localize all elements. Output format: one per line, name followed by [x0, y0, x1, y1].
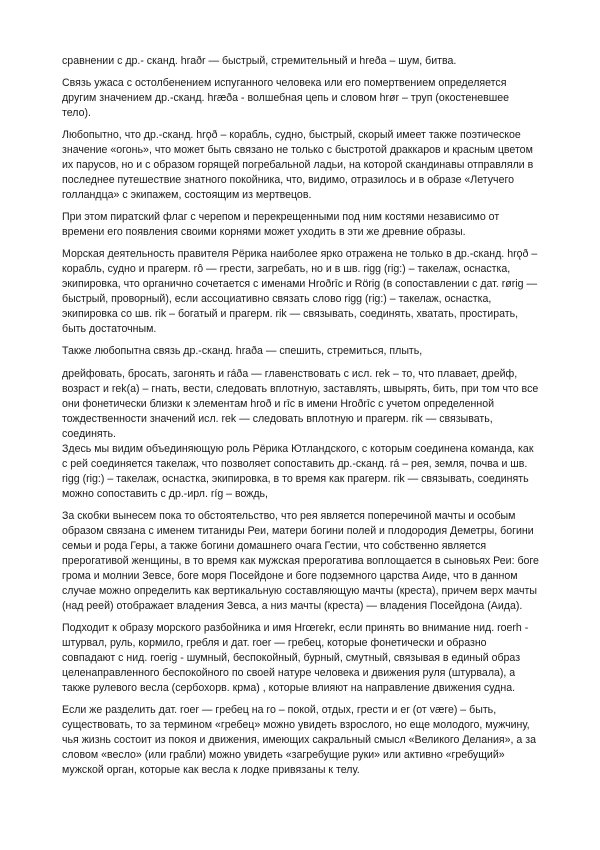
paragraph-pirate-flag: При этом пиратский флаг с черепом и перекрещенными под ним костями независимо от времени его появления своими корнями может уходить в эти же древние образы.	[62, 211, 500, 238]
paragraph-hrod-ship: Любопытно, что др.-сканд. hrǫð – корабль, судно, быстрый, скорый имеет также поэтическое значение «огонь», что может быть связано не только с быстротой драккаров и красным цветом их парусов, но и с образом горящей погребальной ладьи, на которой скандинавы отправляли в последнее путешествие знатного покойника, что, видимо, отразилось и в образе «Летучего голландца» с экипажем, состоящим из мертвецов.	[62, 129, 534, 201]
paragraph-drift: дрейфовать, бросать, загонять и ráða — главенствовать с исл. rek – то, что плавает, дрейф, возраст и rek(a) – гнать, вести, следовать вплотную, заставлять, швырять, бить, при том что все они фонетически близки к элементам hroð и rīc в имени Hroðrīc с учетом определенной тождественности значений исл. rek — следовать вплотную и прагерм. rik — связывать, соединять.	[62, 368, 539, 440]
paragraph-hradr: сравнении с др.- сканд. hraðr — быстрый, стремительный и hreða – шум, битва.	[62, 55, 457, 67]
paragraph-hrada-link: Также любопытна связь др.-сканд. hraða — спешить, стремиться, плыть,	[62, 345, 423, 357]
paragraph-unifying-role: Здесь мы видим объединяющую роль Рёрика Ютландского, с которым соединена команда, как с рей соединяется такелаж, что позволяет сопоставить др.-сканд. rá – рея, земля, почва и шв. rigg (rig:) – такелаж, оснастка, экипировка, в то время как прагерм. rik — связывать, соединять можно сопоставить с др.-ирл. ríg – вождь,	[62, 443, 534, 500]
paragraph-hroerekr: Подходит к образу морского разбойника и имя Hrœrekr, если принять во внимание нид. roerh - штурвал, руль, кормило, гребля и дат. roer — гребец, которые фонетически и образно совпадают с нид. roerig - шумный, беспокойный, бурный, смутный, связывая в единый образ целенаправленного беспокойного по своей натуре человека и движения руля (штурвала), а также рулевого весла (сербохорв. крма) , которые влияют на направление движения судна.	[62, 622, 529, 694]
paragraph-roer-oarsman: Если же разделить дат. roer — гребец на ro – покой, отдых, грести и er (от være) – быть, существовать, то за термином «гребец» можно увидеть взрослого, но еще молодого, мужчину, чья жизнь состоит из покоя и движения, имеющих сакральный смысл «Великого Делания», а за словом «весло» (или грабли) можно увидеть «загребущие руки» или активно «гребущий» мужской орган, которые как весла к лодке привязаны к телу.	[62, 704, 536, 776]
document-page	[62, 54, 540, 785]
paragraph-rorik-naval: Морская деятельность правителя Рёрика наиболее ярко отражена не только в др.-сканд. hrǫð – корабль, судно и прагерм. rô — грести, загребать, но и в шв. rigg (rig:) – такелаж, оснастка, экипировка, что органично сочетается с именами Hroðrīc и Rörig (в сопоставлении с дат. rørig — быстрый, проворный), если ассоциативно связать слово rigg (rig:) – такелаж, оснастка, экипировка со шв. rik – богатый и прагерм. rik — связывать, соединять, хватать, простирать, быть достаточным.	[62, 248, 538, 335]
paragraph-hraeda: Связь ужаса с остолбенением испуганного человека или его помертвением определяется другим значением др.-сканд. hræða - волшебная цепь и словом hrør – труп (окостеневшее тело).	[62, 77, 510, 119]
paragraph-rhea-mast: За скобки вынесем пока то обстоятельство, что рея является поперечиной мачты и особым образом связана с именем титаниды Реи, матери богини полей и плодородия Деметры, богини семьи и рода Геры, а также богини домашнего очага Гестии, что собственно является прерогативой женщины, в то время как мужская прерогатива воплощается в сыновьях Реи: боге грома и молнии Зевсе, боге моря Посейдоне и боге подземного царства Аиде, что в данном случае можно определить как вертикальную составляющую мачты (креста), причем верх мачты (над реей) отображает владения Зевса, а низ мачты (креста) — владения Посейдона (Аида).	[62, 510, 539, 612]
